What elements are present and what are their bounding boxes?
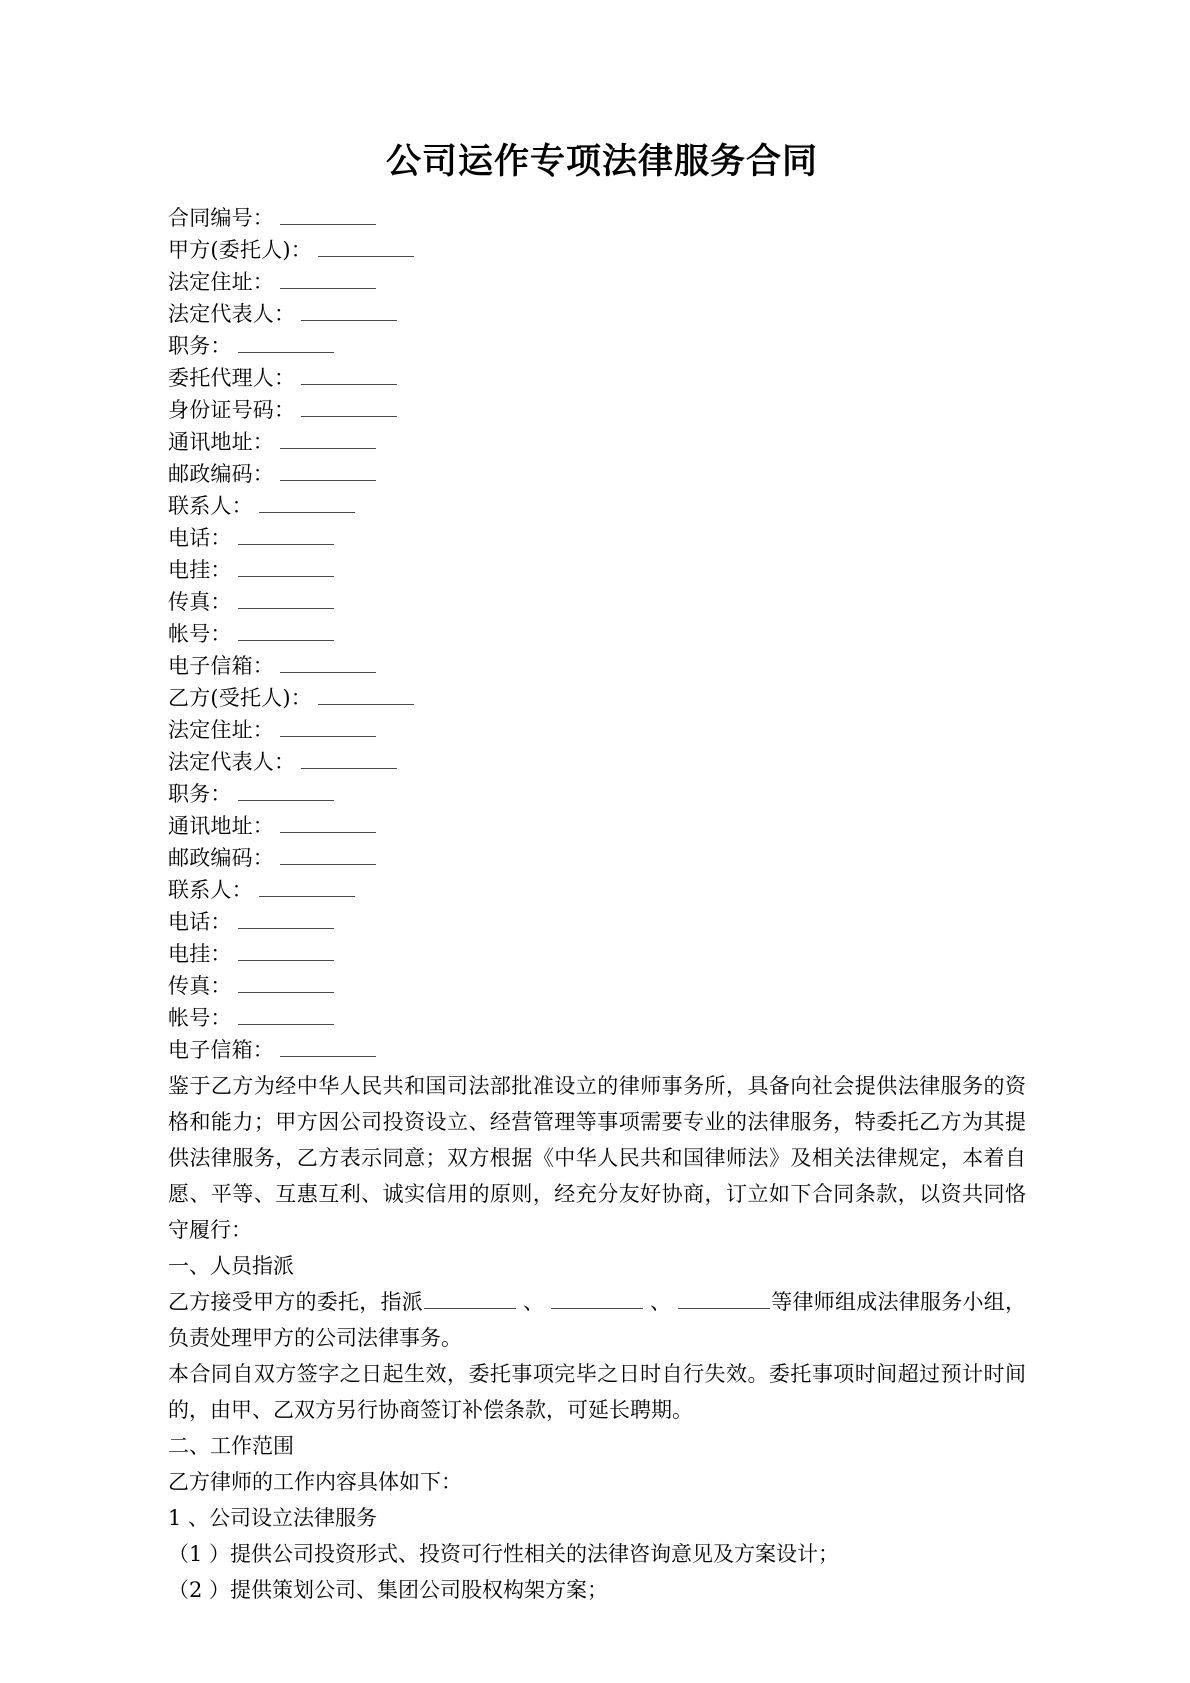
field-label: 电子信箱： [168,654,274,678]
field-row-account-number-b [168,1002,1026,1034]
fill-in-blank[interactable] [280,716,376,737]
party-b-field-list [168,682,1026,1066]
field-row-postal-code-b [168,842,1026,874]
fill-in-blank[interactable] [301,748,397,769]
lawyer-name-blank-3[interactable] [678,1288,770,1309]
field-label: 电话： [168,910,232,934]
field-row-id-number [168,394,1026,426]
field-row-position [168,330,1026,362]
fill-in-blank[interactable] [238,780,334,801]
fill-in-blank[interactable] [280,460,376,481]
assignment-lead-text: 乙方接受甲方的委托，指派 [168,1290,423,1314]
field-label: 传真： [168,974,232,998]
scope-intro-text: 乙方律师的工作内容具体如下： [168,1470,462,1494]
field-label: 电挂： [168,558,232,582]
assignment-separator-1: 、 [523,1290,544,1314]
field-label: 联系人： [168,494,253,518]
fill-in-blank[interactable] [238,1004,334,1025]
field-row-contract-number [168,202,1026,234]
fill-in-blank[interactable] [280,1036,376,1057]
field-label: 邮政编码： [168,462,274,486]
field-label: 帐号： [168,1006,232,1030]
fill-in-blank[interactable] [301,300,397,321]
fill-in-blank[interactable] [318,684,414,705]
fill-in-blank[interactable] [238,588,334,609]
field-label: 电挂： [168,942,232,966]
fill-in-blank[interactable] [280,844,376,865]
field-row-party-b [168,682,1026,714]
field-label: 法定住址： [168,270,274,294]
section-heading-personnel-assignment: 一、人员指派 [168,1254,294,1278]
assignment-paragraph [168,1284,1026,1356]
field-label: 电话： [168,526,232,550]
field-row-legal-representative-b [168,746,1026,778]
lawyer-name-blank-2[interactable] [551,1288,643,1309]
fill-in-blank[interactable] [280,428,376,449]
field-label: 通讯地址： [168,430,274,454]
fill-in-blank[interactable] [238,556,334,577]
field-label: 通讯地址： [168,814,274,838]
field-row-fax [168,586,1026,618]
field-row-mailing-address [168,426,1026,458]
fill-in-blank[interactable] [301,396,397,417]
field-row-telegraph-b [168,938,1026,970]
field-row-authorized-agent [168,362,1026,394]
field-label: 甲方(委托人)： [168,238,312,262]
scope-item-1-title: 1 、公司设立法律服务 [168,1506,378,1530]
field-row-legal-address-b [168,714,1026,746]
fill-in-blank[interactable] [280,204,376,225]
field-label: 联系人： [168,878,253,902]
fill-in-blank[interactable] [280,812,376,833]
field-row-fax-b [168,970,1026,1002]
scope-item-1-subitem-1: （1 ）提供公司投资形式、投资可行性相关的法律咨询意见及方案设计； [168,1542,840,1566]
field-label: 传真： [168,590,232,614]
document-content [168,140,1026,1608]
field-row-contact-person [168,490,1026,522]
fill-in-blank[interactable] [238,332,334,353]
field-row-legal-address [168,266,1026,298]
field-label: 委托代理人： [168,366,296,390]
field-label: 帐号： [168,622,232,646]
field-row-telegraph [168,554,1026,586]
field-label: 身份证号码： [168,398,296,422]
field-label: 职务： [168,334,232,358]
assignment-separator-2: 、 [650,1290,671,1314]
field-row-account-number [168,618,1026,650]
field-row-position-b [168,778,1026,810]
assignment-tail-text: 等律师组成法律服务小组，负责处理甲方的公司法律事务。 [168,1290,1026,1350]
field-row-contact-person-b [168,874,1026,906]
page-title: 公司运作专项法律服务合同 [385,142,818,182]
fill-in-blank[interactable] [318,236,414,257]
field-row-email-b [168,1034,1026,1066]
scope-item-1-subitem-2: （2 ）提供策划公司、集团公司股权构架方案； [168,1578,609,1602]
fill-in-blank[interactable] [301,364,397,385]
field-label: 电子信箱： [168,1038,274,1062]
fill-in-blank[interactable] [238,524,334,545]
fill-in-blank[interactable] [238,908,334,929]
lawyer-name-blank-1[interactable] [424,1288,516,1309]
field-label: 合同编号： [168,206,274,230]
field-label: 法定住址： [168,718,274,742]
field-label: 职务： [168,782,232,806]
fill-in-blank[interactable] [238,940,334,961]
field-label: 法定代表人： [168,750,296,774]
fill-in-blank[interactable] [280,652,376,673]
fill-in-blank[interactable] [259,492,355,513]
contract-term-paragraph: 本合同自双方签字之日起生效，委托事项完毕之日时自行失效。委托事项时间超过预计时间的，由甲、乙双方另行协商签订补偿条款，可延长聘期。 [168,1362,1026,1422]
field-label: 乙方(受托人)： [168,686,312,710]
field-row-legal-representative [168,298,1026,330]
field-row-email [168,650,1026,682]
field-label: 法定代表人： [168,302,296,326]
preamble-paragraph: 鉴于乙方为经中华人民共和国司法部批准设立的律师事务所，具备向社会提供法律服务的资格和能力；甲方因公司投资设立、经营管理等事项需要专业的法律服务，特委托乙方为其提供法律服务，乙方表示同意；双方根据《中华人民共和国律师法》及相关法律规定，本着自愿、平等、互惠互利、诚实信用的原则，经充分友好协商，订立如下合同条款，以资共同恪守履行： [168,1074,1026,1242]
fill-in-blank[interactable] [280,268,376,289]
fill-in-blank[interactable] [259,876,355,897]
field-row-postal-code [168,458,1026,490]
fill-in-blank[interactable] [238,972,334,993]
party-a-field-list [168,202,1026,682]
field-label: 邮政编码： [168,846,274,870]
field-row-party-a [168,234,1026,266]
fill-in-blank[interactable] [238,620,334,641]
section-heading-scope-of-work: 二、工作范围 [168,1434,294,1458]
field-row-mailing-address-b [168,810,1026,842]
field-row-telephone-b [168,906,1026,938]
field-row-telephone [168,522,1026,554]
